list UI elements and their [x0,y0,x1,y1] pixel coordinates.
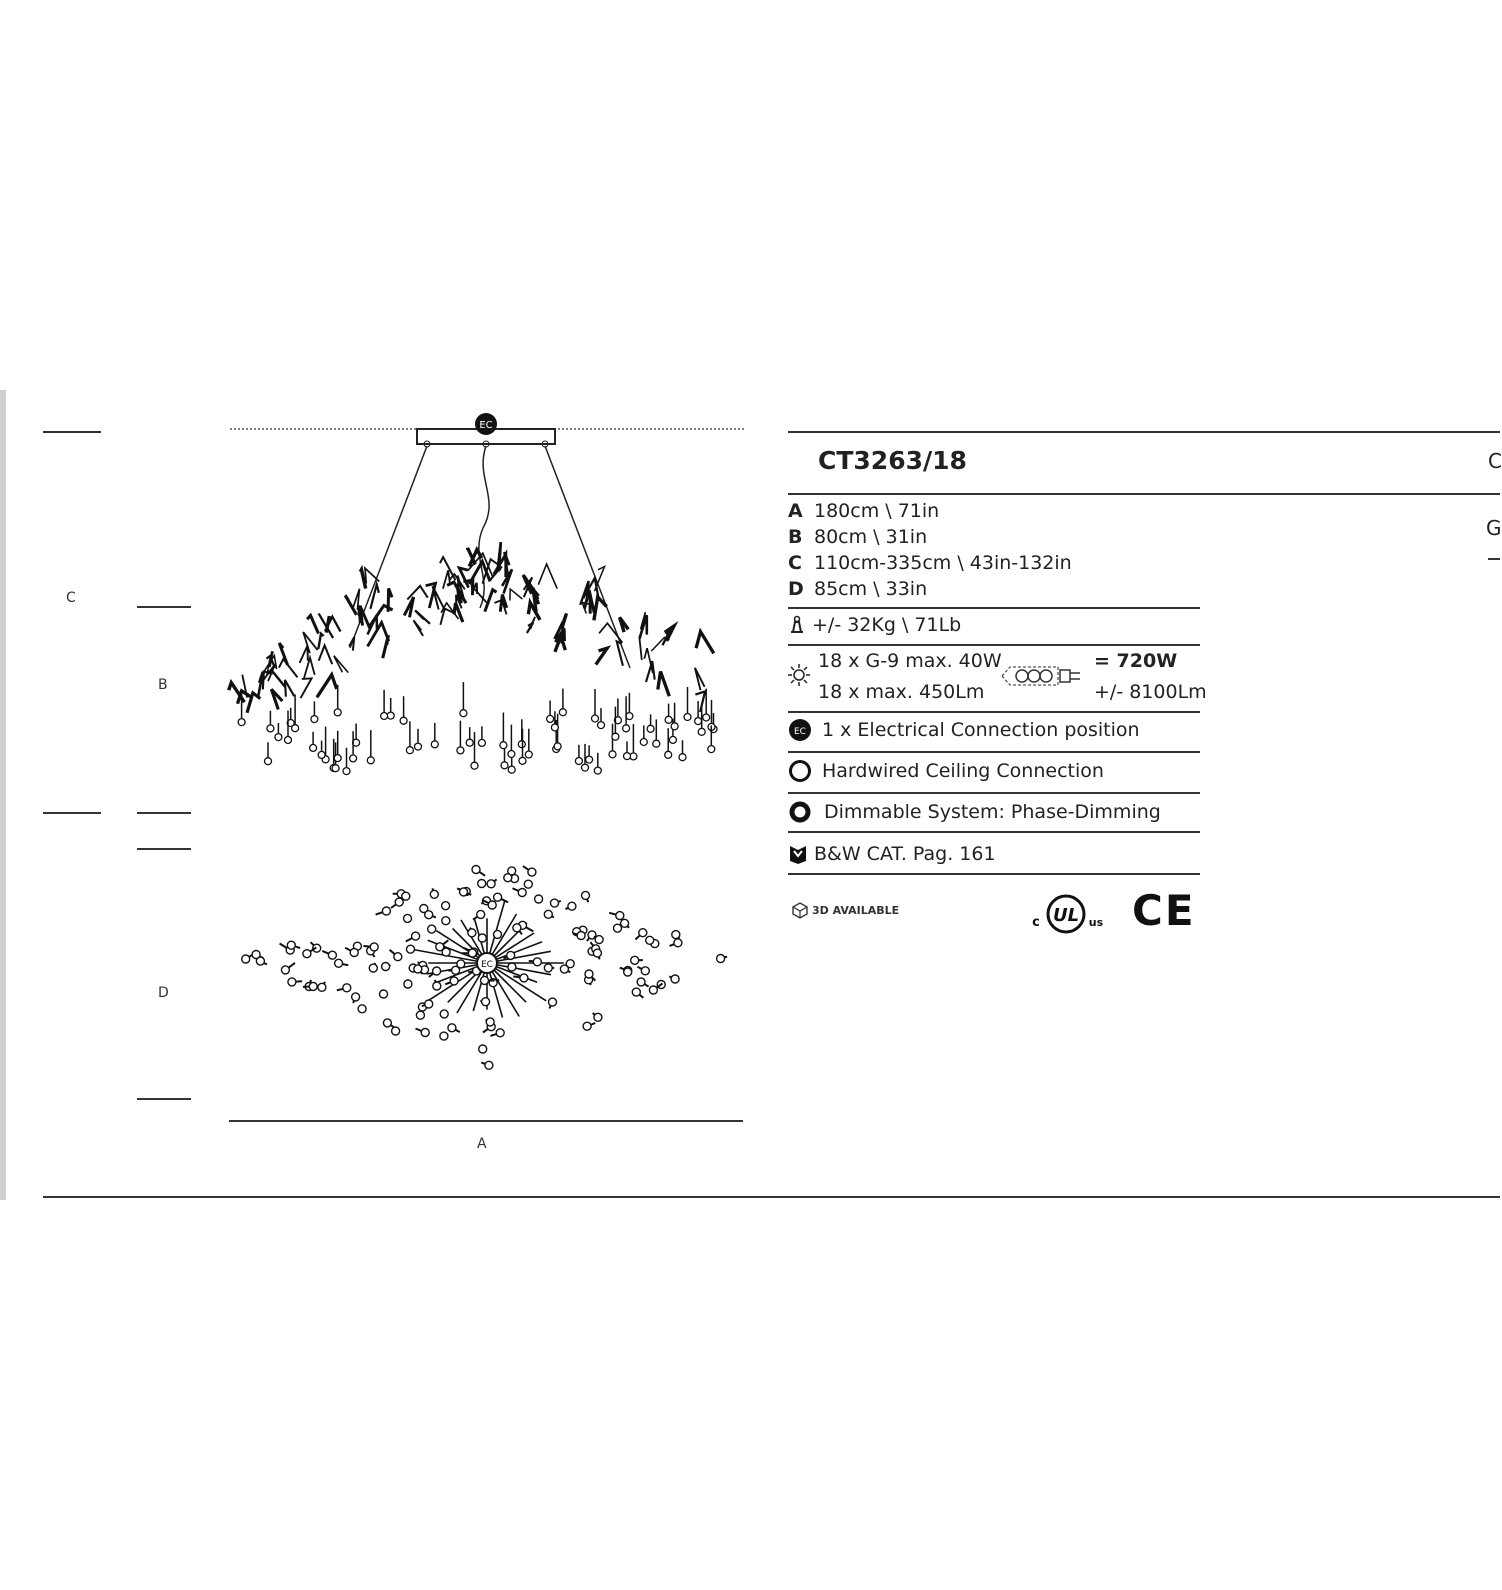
dim-label-c: C [66,590,76,606]
three-d-text: 3D AVAILABLE [812,904,900,917]
dim-label-a: A [477,1136,487,1152]
spec-title-rule [788,493,1500,495]
lumen-total: +/- 8100Lm [1094,681,1207,703]
dim-tick-b-bottom [137,812,191,814]
chandelier-side-view [225,408,750,828]
product-code: CT3263/18 [818,446,967,475]
hardwired-row [788,759,1104,783]
spec-separator [788,873,1200,875]
cube-3d-icon [792,902,808,919]
svg-text:us: us [1088,916,1104,929]
dim-line-a [229,1120,743,1122]
dimmable-text: Dimmable System: Phase-Dimming [824,801,1161,823]
hardwired-text: Hardwired Ceiling Connection [822,760,1104,782]
dim-tick-c-top [43,431,101,433]
dimension-letter: A [788,500,803,522]
weight-icon [788,615,806,635]
chandelier-top-view [225,848,750,1098]
spec-top-rule [788,431,1500,433]
dim-label-b: B [158,677,168,693]
power-line-2: 18 x max. 450Lm [818,681,985,703]
ce-icon: CE [1132,886,1196,935]
dimension-row-b [788,526,927,548]
weight-row [788,614,961,636]
svg-text:c: c [1032,915,1040,930]
power-total: = 720W [1094,650,1178,672]
dimension-letter: D [788,578,804,600]
dimmable-icon [788,800,812,824]
catalog-icon [788,843,808,865]
svg-text:UL: UL [1052,905,1080,926]
three-d-badge[interactable] [792,902,899,919]
spec-separator [788,792,1200,794]
weight-value: +/- 32Kg \ 71Lb [812,614,962,636]
dim-tick-d-bottom [137,1098,191,1100]
left-edge-bar [0,390,6,1200]
spec-separator [788,831,1200,833]
catalog-text: B&W CAT. Pag. 161 [814,843,996,865]
dimension-letter: B [788,526,803,548]
cutoff-char-mid: G [1486,516,1502,540]
dimension-row-c [788,552,1072,574]
dimension-letter: C [788,552,802,574]
g9-bulb-icon [1000,664,1084,688]
ec-row [788,718,1140,742]
cutoff-rule [1488,558,1500,560]
svg-text:EC: EC [481,960,493,970]
dimension-value: 110cm-335cm \ 43in-132in [814,552,1072,574]
lamp-icon [788,664,810,686]
ec-icon [788,718,812,742]
ec-text: 1 x Electrical Connection position [822,719,1140,741]
dim-tick-b-top [137,606,191,608]
dimension-row-a [788,500,939,522]
dim-tick-d-top [137,848,191,850]
spec-separator [788,711,1200,713]
power-line-1: 18 x G-9 max. 40W [818,650,1002,672]
dimension-row-d [788,578,927,600]
svg-text:EC: EC [479,420,493,431]
dimension-value: 180cm \ 71in [814,500,940,522]
ul-icon [1028,892,1108,936]
spec-separator [788,607,1200,609]
page-bottom-rule [43,1196,1500,1198]
catalog-row [788,843,996,865]
hardwired-icon [788,759,812,783]
dim-label-d: D [158,985,169,1001]
svg-text:EC: EC [794,727,806,737]
dimension-value: 80cm \ 31in [814,526,928,548]
cutoff-char-top: C [1488,449,1502,473]
dim-tick-c-bottom [43,812,101,814]
spec-separator [788,751,1200,753]
dimmable-row [788,800,1161,824]
dimension-value: 85cm \ 33in [814,578,928,600]
spec-separator [788,644,1200,646]
